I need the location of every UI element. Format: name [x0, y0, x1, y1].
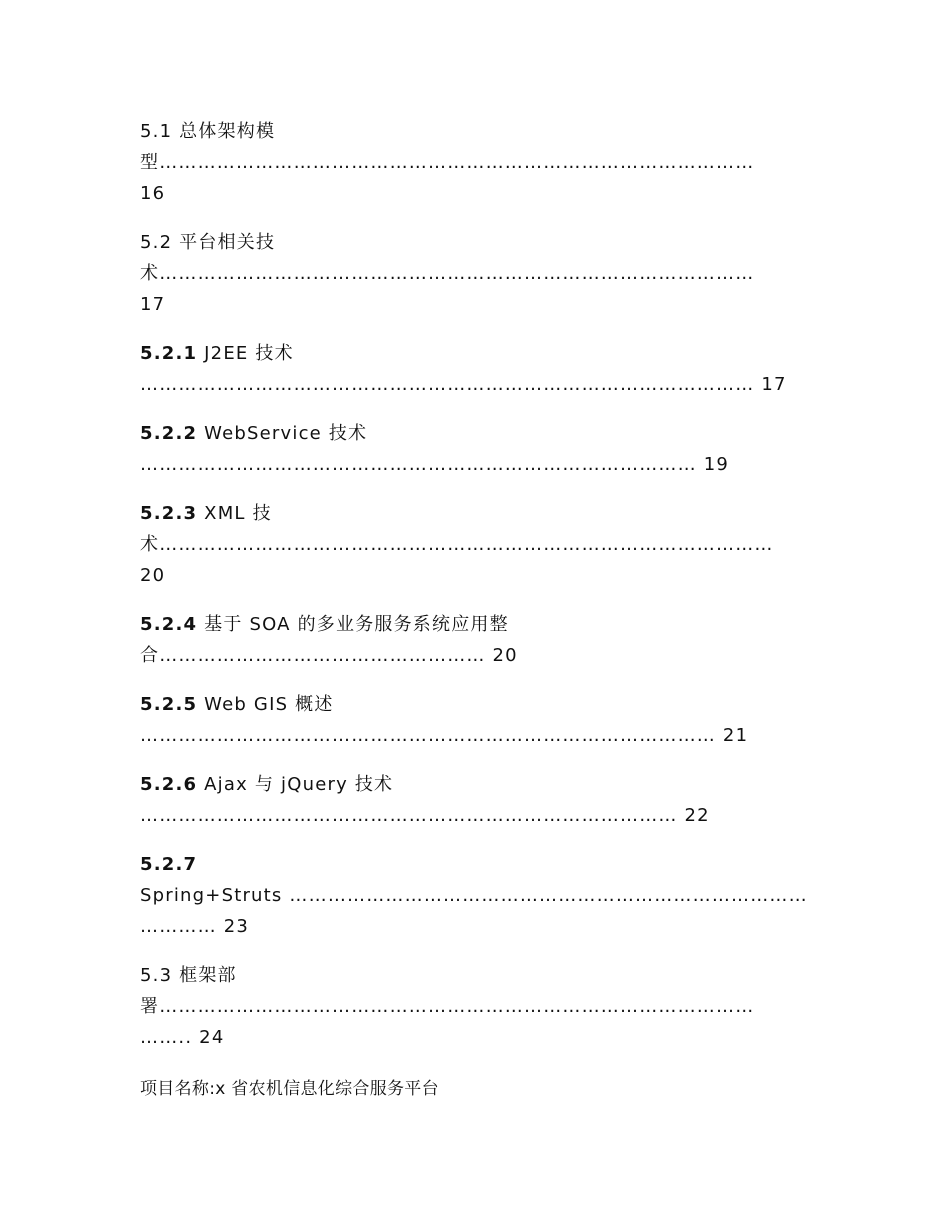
toc-entry-line: [140, 529, 810, 560]
toc-entry-text: …………………………………………………………………………………… 17: [140, 374, 787, 395]
toc-entry-line: [140, 338, 810, 369]
toc-entry-text: 型…………………………………………………………………………………: [140, 152, 755, 173]
toc-entry-text: ………………………………………………………………………… 22: [140, 805, 710, 826]
toc-entry-text: 5.2 平台相关技: [140, 232, 276, 253]
toc-entry-text: WebService 技术: [197, 423, 368, 444]
toc-section-number: 5.2.7: [140, 854, 198, 875]
toc-entry-line: [140, 116, 810, 147]
toc-entry-line: [140, 609, 810, 640]
toc-entry-text: Spring+Struts ………………………………………………………………………: [140, 885, 808, 906]
toc-entry-line: [140, 498, 810, 529]
toc-section-number: 5.2.5: [140, 694, 198, 715]
table-of-contents: [140, 116, 810, 1071]
toc-entry-text: 术……………………………………………………………………………………: [140, 534, 774, 555]
toc-entry-line: [140, 227, 810, 258]
toc-entry-text: …….. 24: [140, 1027, 225, 1048]
toc-entry-line: [140, 449, 810, 480]
toc-entry-line: [140, 1022, 810, 1053]
toc-entry-line: [140, 289, 810, 320]
toc-entry-text: 20: [140, 565, 166, 586]
toc-entry-text: J2EE 技术: [197, 343, 294, 364]
toc-entry-line: [140, 640, 810, 671]
toc-entry-text: 署…………………………………………………………………………………: [140, 996, 755, 1017]
toc-entry[interactable]: [140, 116, 810, 209]
toc-entry-text: 17: [140, 294, 166, 315]
toc-section-number: 5.2.4: [140, 614, 198, 635]
toc-section-number: 5.2.1: [140, 343, 198, 364]
toc-entry[interactable]: [140, 227, 810, 320]
toc-entry-line: [140, 720, 810, 751]
toc-entry[interactable]: [140, 769, 810, 831]
toc-entry-text: Web GIS 概述: [197, 694, 334, 715]
toc-entry[interactable]: [140, 418, 810, 480]
toc-entry[interactable]: [140, 689, 810, 751]
toc-entry-text: …………………………………………………………………………… 19: [140, 454, 730, 475]
toc-entry-line: [140, 147, 810, 178]
toc-entry-line: [140, 769, 810, 800]
toc-entry-text: 5.1 总体架构模: [140, 121, 276, 142]
toc-entry-line: [140, 911, 810, 942]
toc-entry[interactable]: [140, 960, 810, 1053]
toc-entry-text: 术…………………………………………………………………………………: [140, 263, 755, 284]
toc-entry-text: XML 技: [197, 503, 272, 524]
toc-entry-line: [140, 369, 810, 400]
toc-entry-text: 5.3 框架部: [140, 965, 237, 986]
toc-entry-line: [140, 689, 810, 720]
toc-section-number: 5.2.6: [140, 774, 198, 795]
toc-entry-text: ……………………………………………………………………………… 21: [140, 725, 749, 746]
toc-entry-text: 基于 SOA 的多业务服务系统应用整: [197, 614, 509, 635]
toc-entry[interactable]: [140, 338, 810, 400]
toc-entry-text: 16: [140, 183, 166, 204]
toc-entry-text: 合…………………………………………… 20: [140, 645, 518, 666]
toc-entry-line: [140, 258, 810, 289]
toc-entry-line: [140, 991, 810, 1022]
toc-entry-line: [140, 178, 810, 209]
toc-entry[interactable]: [140, 609, 810, 671]
toc-entry[interactable]: [140, 849, 810, 942]
toc-entry-text: Ajax 与 jQuery 技术: [197, 774, 394, 795]
toc-entry-line: [140, 560, 810, 591]
toc-entry-text: ………… 23: [140, 916, 250, 937]
toc-entry-line: [140, 880, 810, 911]
toc-entry-line: [140, 849, 810, 880]
toc-entry[interactable]: [140, 498, 810, 591]
toc-section-number: 5.2.3: [140, 503, 198, 524]
toc-section-number: 5.2.2: [140, 423, 198, 444]
toc-entry-line: [140, 418, 810, 449]
toc-entry-line: [140, 960, 810, 991]
page-footer: 项目名称:x 省农机信息化综合服务平台: [140, 1079, 439, 1099]
toc-entry-line: [140, 800, 810, 831]
